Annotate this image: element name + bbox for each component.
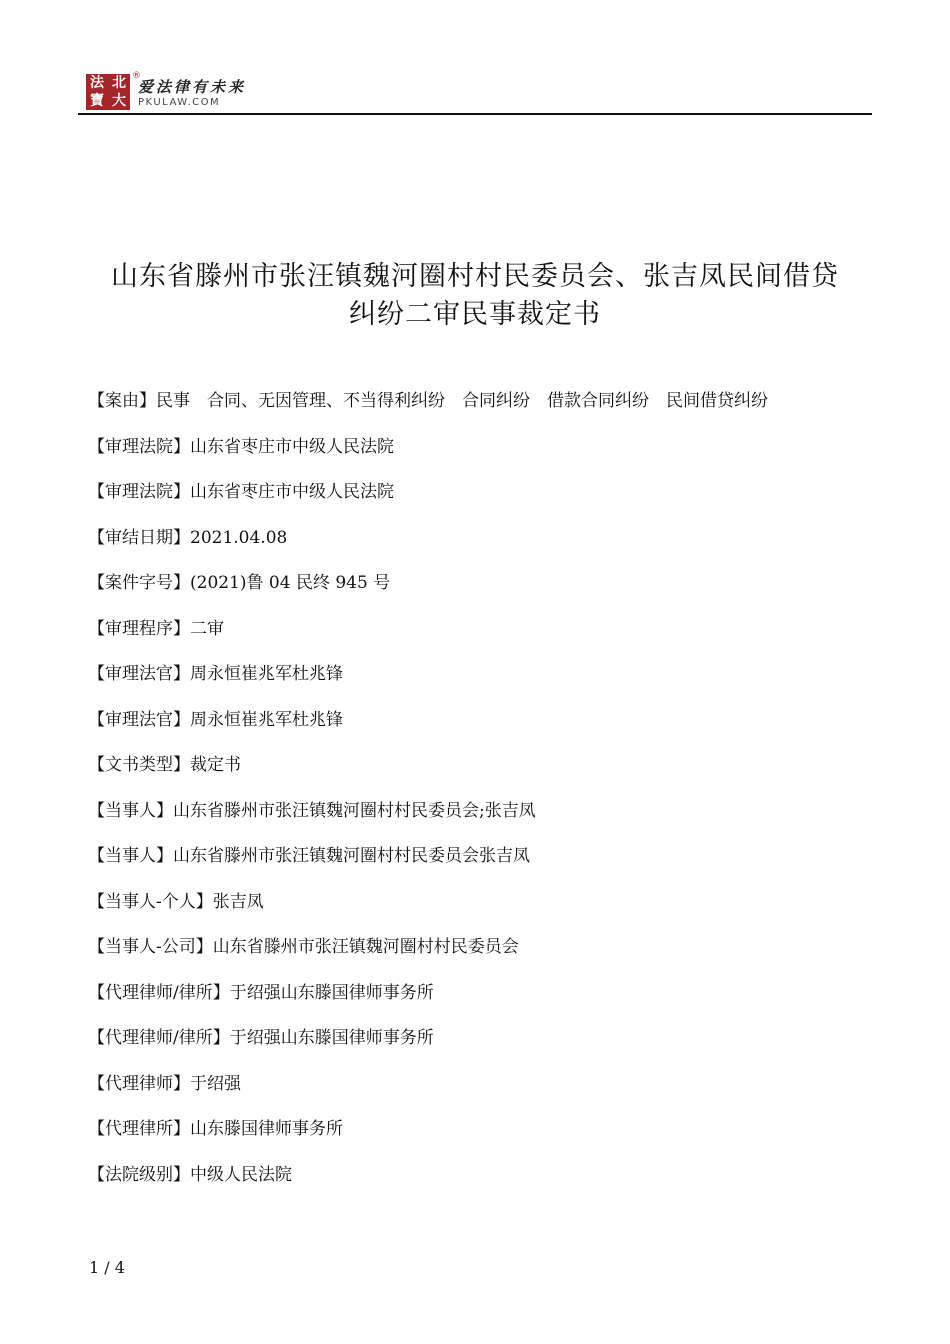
field-label: 【案由】 <box>88 391 156 411</box>
field-value: (2021)鲁 04 民终 945 号 <box>190 573 391 593</box>
metadata-field <box>88 616 878 662</box>
field-value: 山东省枣庄市中级人民法院 <box>190 436 394 457</box>
field-value: 山东省滕州市张汪镇魏河圈村村民委员会张吉凤 <box>173 846 530 866</box>
seal-char: 大 <box>112 93 126 109</box>
field-label: 【代理律师/律所】 <box>88 1028 230 1048</box>
field-value: 周永恒崔兆军杜兆锋 <box>190 664 343 684</box>
registered-mark: ® <box>132 71 141 81</box>
pkulaw-logo <box>86 71 256 114</box>
field-label: 【审理法院】 <box>88 482 190 502</box>
field-value: 山东省滕州市张汪镇魏河圈村村民委员会;张吉凤 <box>173 800 536 821</box>
field-label: 【当事人】 <box>88 800 173 821</box>
field-value: 裁定书 <box>190 755 241 775</box>
field-value: 山东省枣庄市中级人民法院 <box>190 482 394 502</box>
field-label: 【当事人-个人】 <box>88 891 213 912</box>
field-value: 于绍强山东滕国律师事务所 <box>229 982 434 1003</box>
metadata-field <box>88 752 878 798</box>
seal-char: 法 <box>90 75 104 91</box>
metadata-field <box>88 1162 878 1208</box>
metadata-field <box>88 1025 878 1071</box>
field-label: 【审理法官】 <box>88 664 190 684</box>
field-value: 张吉凤 <box>212 891 264 912</box>
field-label: 【法院级别】 <box>88 1164 190 1185</box>
field-value: 中级人民法院 <box>190 1164 292 1185</box>
metadata-field <box>88 889 878 935</box>
pkulaw-seal <box>86 74 130 110</box>
metadata-field <box>88 980 878 1026</box>
field-label: 【审理法官】 <box>88 709 190 730</box>
logo-domain: PKULAW.COM <box>138 97 221 108</box>
metadata-field <box>88 479 878 525</box>
field-label: 【代理律所】 <box>88 1119 190 1139</box>
field-value: 民事 合同、无因管理、不当得利纠纷 合同纠纷 借款合同纠纷 民间借贷纠纷 <box>156 391 768 411</box>
field-value: 二审 <box>190 618 224 639</box>
field-label: 【当事人】 <box>88 846 173 866</box>
title-line-2: 纠纷二审民事裁定书 <box>349 299 601 330</box>
field-value: 山东省滕州市张汪镇魏河圈村村民委员会 <box>212 937 519 957</box>
page-number: 1 / 4 <box>89 1258 125 1277</box>
metadata-field <box>88 661 878 707</box>
metadata-field <box>88 525 878 571</box>
header-rule <box>78 113 872 115</box>
logo-slogan: 爱法律有未来 <box>138 78 247 96</box>
seal-char: 寶 <box>90 93 104 109</box>
field-label: 【审理法院】 <box>88 436 190 457</box>
field-value: 于绍强 <box>190 1073 241 1094</box>
metadata-field <box>88 843 878 889</box>
field-label: 【审结日期】 <box>88 527 190 548</box>
metadata-fields <box>88 388 878 1207</box>
seal-char: 北 <box>112 75 126 91</box>
metadata-field <box>88 707 878 753</box>
field-value: 周永恒崔兆军杜兆锋 <box>190 709 343 730</box>
metadata-field <box>88 434 878 480</box>
field-label: 【文书类型】 <box>88 755 190 775</box>
field-value: 2021.04.08 <box>190 527 288 548</box>
field-label: 【当事人-公司】 <box>88 937 213 957</box>
metadata-field <box>88 570 878 616</box>
metadata-field <box>88 1071 878 1117</box>
field-label: 【案件字号】 <box>88 573 190 593</box>
title-line-1: 山东省滕州市张汪镇魏河圈村村民委员会、张吉凤民间借贷 <box>111 261 839 292</box>
document-title <box>70 258 880 334</box>
field-label: 【代理律师/律所】 <box>88 982 230 1003</box>
field-value: 山东滕国律师事务所 <box>190 1119 343 1139</box>
field-value: 于绍强山东滕国律师事务所 <box>229 1028 434 1048</box>
metadata-field <box>88 934 878 980</box>
metadata-field <box>88 388 878 434</box>
metadata-field <box>88 798 878 844</box>
field-label: 【代理律师】 <box>88 1073 190 1094</box>
metadata-field <box>88 1116 878 1162</box>
field-label: 【审理程序】 <box>88 618 190 639</box>
